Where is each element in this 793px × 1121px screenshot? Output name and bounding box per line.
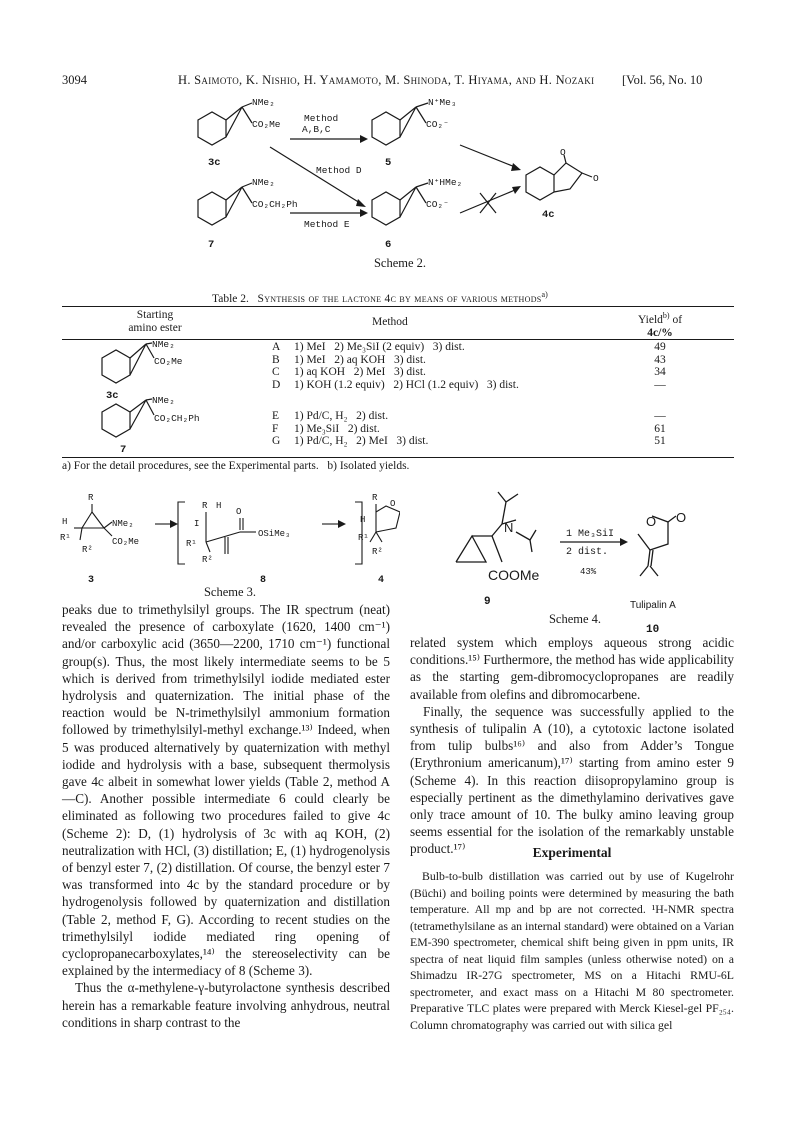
scheme-3-figure: [60, 482, 400, 592]
table-7-nme2: NMe₂: [152, 395, 175, 406]
s3-label-4: 4: [378, 575, 385, 586]
compound-label-6: 6: [385, 239, 392, 251]
table-row: [272, 435, 519, 448]
s3-h: H: [62, 517, 68, 527]
table-row: [272, 354, 519, 367]
volume-info: [Vol. 56, No. 10: [622, 73, 703, 87]
s3-r2: R²: [82, 545, 93, 555]
method-label-d: Method D: [316, 165, 362, 176]
s4-yield: 43%: [580, 567, 597, 577]
compound-label-3c: 3c: [208, 157, 221, 169]
s4-product-name: Tulipalin A: [630, 600, 676, 611]
s4-o-ring: O: [390, 499, 396, 509]
method-code: A: [272, 341, 281, 353]
table-header-yield-of: of: [669, 313, 683, 326]
table-bottom-rule: [62, 457, 734, 458]
s3-label-3: 3: [88, 575, 95, 586]
table-structures: [92, 340, 222, 455]
table-label-7: 7: [120, 444, 127, 455]
method-text: 1) MeI 2) Me₃SiI (2 equiv) 3) dist.: [294, 341, 465, 353]
method-label-abc-2: A,B,C: [302, 124, 331, 135]
left-paragraph-2: Thus the α-methylene-γ-butyrolactone synthesis described herein has a remarkable feature involving anhydrous, neutral conditions in sharp contrast to the: [62, 980, 390, 1030]
experimental-section: [410, 868, 734, 1033]
experimental-heading: Experimental: [532, 845, 612, 860]
table-2-caption-sup: a): [541, 290, 548, 299]
s4-coome: COOMe: [488, 567, 540, 583]
running-authors: H. Saimoto, K. Nishio, H. Yamamoto, M. Shinoda, T. Hiyama, and H. Nozaki: [178, 73, 595, 87]
scheme-3-caption: Scheme 3.: [203, 585, 257, 599]
method-code: F: [272, 422, 279, 435]
compound-label-5: 5: [385, 157, 392, 169]
s8-r2: R²: [202, 555, 213, 565]
method-code: D: [272, 378, 281, 391]
table-header-method: Method: [372, 316, 408, 328]
right-column: [410, 634, 734, 858]
table-7-co2ch2ph: CO₂CH₂Ph: [154, 413, 200, 424]
table-row: [272, 341, 519, 354]
yield-cell: 61: [654, 422, 666, 435]
method-code: G: [272, 435, 281, 447]
s4-label-10: 10: [646, 624, 660, 636]
scheme-2-figure: [190, 95, 620, 255]
s4-reagent-2: 2 dist.: [566, 547, 609, 558]
table-row: [272, 379, 519, 392]
method-text: 1) Pd/C, H₂ 2) MeI 3) dist.: [294, 435, 429, 447]
compound-label-4c: 4c: [542, 209, 555, 221]
table-header-yield: [620, 309, 700, 340]
s4-r: R: [372, 493, 378, 503]
table-top-rule: [62, 306, 734, 307]
table-row: [272, 366, 519, 379]
method-text: 1) KOH (1.2 equiv) 2) HCl (1.2 equiv) 3) dist.: [294, 378, 519, 391]
table-header-yield-unit: 4c/%: [647, 326, 673, 339]
scheme-2-caption: Scheme 2.: [373, 256, 427, 270]
table-row: [272, 410, 519, 423]
label-3c-nme2: NMe₂: [252, 97, 275, 108]
table-3c-co2me: CO₂Me: [154, 356, 183, 367]
table-2-caption-prefix: Table 2.: [212, 292, 249, 305]
method-text: 1) Me₃SiI 2) dist.: [294, 422, 380, 435]
yield-cell: —: [654, 378, 666, 391]
page-number: 3094: [62, 73, 87, 87]
label-5-nme3: N⁺Me₃: [428, 97, 457, 108]
label-3c-co2me: CO₂Me: [252, 119, 281, 130]
s4-label-9: 9: [484, 596, 491, 608]
label-6-co2: CO₂⁻: [426, 199, 449, 210]
yield-cell: 51: [654, 435, 666, 447]
s3-r1: R¹: [60, 533, 71, 543]
s3-nme2: NMe₂: [112, 519, 134, 529]
ring-5: [372, 112, 400, 145]
ring-6: [372, 192, 400, 225]
method-text: 1) MeI 2) aq KOH 3) dist.: [294, 353, 426, 366]
table-yields: [640, 341, 680, 448]
table-header-yield-word: Yield: [637, 313, 663, 326]
ring-7: [198, 192, 226, 225]
method-text: 1) aq KOH 2) MeI 3) dist.: [294, 366, 426, 378]
label-4c-carbonyl-o: O: [593, 173, 599, 184]
table-row: [272, 423, 519, 436]
method-label-e: Method E: [304, 219, 350, 230]
s8-r1: R¹: [186, 539, 197, 549]
method-code: C: [272, 366, 280, 378]
right-paragraph-1: related system which employs aqueous strong acidic conditions.¹⁵⁾ Furthermore, the method has wide applicability as the starting gem-dibromocyclopropanes are readily available from olefins and dibromocarbene.: [410, 635, 734, 702]
s4-r1: R¹: [358, 533, 369, 543]
label-4c-ring-o: O: [560, 147, 566, 158]
label-7-nme2: NMe₂: [252, 177, 275, 188]
s4-n: N: [504, 520, 514, 535]
label-5-co2: CO₂⁻: [426, 119, 449, 130]
yield-cell: —: [654, 410, 666, 422]
s3-label-8: 8: [260, 575, 267, 586]
ring-4c: [526, 167, 554, 200]
experimental-paragraph: Bulb-to-bulb distillation was carried out by use of Kugelrohr (Büchi) and boiling points were determined by measuring the bath temperature. All mp and bp are not corrected. ¹H-NMR spectra (tetramethylsilane as an internal standard) were obtained on a Varian EM-390 spectrometer, chemical shift being given in ppm units, IR spectra of neat liquid film samples (unless otherwise noted) on a Shimadzu IR-27G spectrometer, MS on a Hitachi RMU-6L spectrometer, and exact mass on a Hitachi M 80 spectrometer. Preparative TLC plates were prepared with Merck Kiesel-gel PF₂₅₄. Column chromatography was carried out with silica gel: [410, 869, 734, 1032]
label-6-nhme2: N⁺HMe₂: [428, 177, 463, 188]
method-code: E: [272, 410, 280, 422]
table-2-caption-body: Synthesis of the lactone 4c by means of various methods: [257, 292, 542, 305]
left-paragraph-1: peaks due to trimethylsilyl groups. The IR spectrum (neat) revealed the presence of carboxylate (1620, 1400 cm⁻¹) and/or carboxylic acid (3650—2200, 1710 cm⁻¹) functional group(s). Thus, the most likely intermediate seems to be 5 which is derived from trimethylsilyl iodide mediated ester hydrolysis and quaternization. The initial phase of the reaction would be N-trimethylsilyl ammonium formation followed by trimethylsilyl-methyl exchange.¹³⁾ Indeed, when 5 was produced alternatively by quaternization with methyl iodide and hydrolysis with a base, subsequent thermolysis gave 4c albeit in somewhat lower yields (Table 2, method A—C). Another possible intermediate 6 could clearly be eliminated as following two procedures failed to give 4c (Scheme 2): D, (1) hydrolysis of 3c with aq KOH, (2) neutralization with HCl, (3) distillation; E, (1) hydrogenolysis of benzyl ester 7, (2) distillation. Of course, the benzyl ester 7 was transformed into 4c by the standard procedure or by hydrogenolysis followed by quaternization and distillation (Table 2, method F, G). According to recent studies on the trimethylsilyl iodide mediated ring opening of cyclopropanecarboxylates,¹⁴⁾ the stereoselectivity can be explained by the intermediacy of 8 (Scheme 3).: [62, 602, 390, 979]
compound-label-7: 7: [208, 239, 215, 251]
table-2-caption: [212, 290, 548, 305]
table-rows: [272, 341, 519, 448]
s8-o: O: [236, 507, 242, 517]
s4-product-o-ring: O: [646, 514, 657, 529]
yield-cell: 43: [654, 353, 666, 366]
yield-cell: 49: [654, 341, 666, 353]
s4-r2: R²: [372, 547, 383, 557]
table-3c-nme2: NMe₂: [152, 340, 175, 350]
method-label-abc-1: Method: [304, 113, 339, 124]
right-paragraph-2: Finally, the sequence was successfully applied to the synthesis of tulipalin A (10), a cytotoxic lactone isolated from tulip bulbs¹⁶⁾ and also from Adder’s Tongue (Erythronium americanum),¹⁷⁾ starting from amino ester 9 (Scheme 4). In this reaction diisopropylamino group is especially pertinent as the dimethylamino derivatives gave only trace amount of 10. The bulky amino leaving group seems essential for the isolation of the remarkably unstable product.¹⁷⁾: [410, 703, 734, 857]
yield-cell: 34: [654, 366, 666, 378]
table-2-footnote: a) For the detail procedures, see the Experimental parts. b) Isolated yields.: [62, 460, 410, 472]
ring-3c: [198, 112, 226, 145]
s8-osime3: OSiMe₃: [258, 529, 291, 539]
s8-r: R: [202, 501, 208, 511]
s8-i: I: [194, 519, 200, 529]
method-text: 1) Pd/C, H₂ 2) dist.: [294, 410, 389, 422]
s4-product-o-carbonyl: O: [676, 510, 687, 525]
table-header-starting: Starting amino ester: [128, 309, 182, 334]
s4-h: H: [360, 515, 366, 525]
s3-r: R: [88, 493, 94, 503]
s4-reagent-1: 1 Me₃SiI: [566, 529, 615, 540]
table-header-yield-sup: b): [662, 311, 670, 320]
label-7-co2ch2ph: CO₂CH₂Ph: [252, 199, 298, 210]
s8-h: H: [216, 501, 222, 511]
s3-co2me: CO₂Me: [112, 537, 140, 547]
left-column: [62, 601, 390, 1031]
scheme-4-caption: Scheme 4.: [548, 612, 602, 626]
method-code: B: [272, 353, 280, 366]
table-label-3c: 3c: [106, 390, 119, 402]
